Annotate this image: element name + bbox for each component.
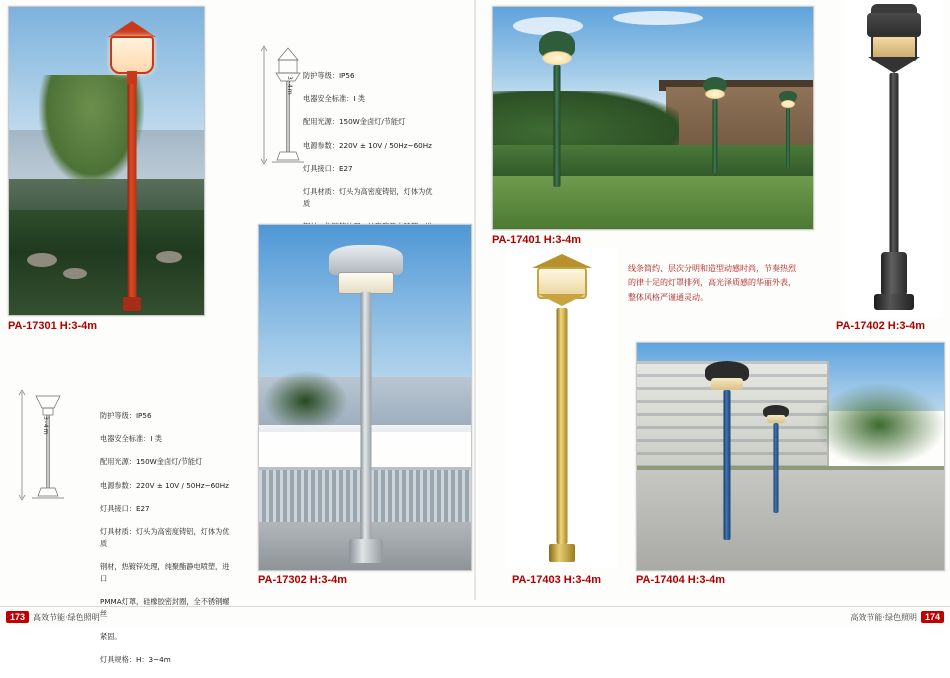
lamp-base xyxy=(549,544,575,562)
page-number-right: 174 xyxy=(921,611,944,623)
spec-line: 电源参数：220V ± 10V / 50Hz~60Hz xyxy=(100,480,229,490)
photo-rock xyxy=(63,268,87,279)
lamp-glass xyxy=(338,272,394,294)
marketing-line: 整体风格严谨通灵动。 xyxy=(628,292,708,302)
spec-line: 灯具接口：E27 xyxy=(303,163,353,173)
lamp-pole xyxy=(774,423,779,513)
lamp-base xyxy=(881,252,907,296)
lamp-base xyxy=(123,297,141,311)
spec-line: 灯具接口：E27 xyxy=(100,503,150,513)
lamp-cap xyxy=(108,21,156,37)
lamp-pole xyxy=(786,108,790,168)
lamp-shade xyxy=(867,13,921,37)
lamp-pole xyxy=(557,308,568,544)
caption-pa-17401: PA-17401 H:3-4m xyxy=(492,234,582,246)
page-gutter xyxy=(474,0,476,600)
lamp-neck xyxy=(127,71,137,85)
footer-text-left: 高效节能·绿色照明 xyxy=(33,612,100,622)
lamp-skirt xyxy=(868,57,920,73)
caption-pa-17301: PA-17301 H:3-4m xyxy=(8,320,98,332)
lamp-foot xyxy=(874,294,914,310)
lamp-post-green-front xyxy=(539,31,575,187)
footer-divider xyxy=(0,606,950,607)
spec-line: 配用光源：150W金卤灯/节能灯 xyxy=(100,457,203,467)
page-number-left: 173 xyxy=(6,611,29,623)
footer-left xyxy=(6,611,100,623)
lamp-post-green-mid xyxy=(703,77,727,173)
spec-block-bottom xyxy=(100,398,230,678)
lamp-cap xyxy=(532,254,592,268)
lamp-post-black xyxy=(861,4,927,310)
caption-pa-17402: PA-17402 H:3-4m xyxy=(836,320,926,332)
footer-right xyxy=(850,611,944,623)
lamp-glass xyxy=(767,415,785,423)
spec-line: 防护等级：IP56 xyxy=(303,70,355,80)
caption-pa-17403: PA-17403 H:3-4m xyxy=(512,574,602,586)
photo-rock xyxy=(27,253,57,267)
footer-text-right: 高效节能·绿色照明 xyxy=(850,612,917,622)
lamp-post-grey xyxy=(321,245,411,563)
lamp-shade xyxy=(329,245,403,275)
product-photo-pa-17403 xyxy=(505,248,617,568)
lamp-glass xyxy=(781,100,795,108)
product-photo-pa-17301 xyxy=(8,6,205,316)
lamp-post-blue-far xyxy=(763,405,789,515)
lamp-post-blue-front xyxy=(705,361,749,541)
lamp-pole xyxy=(890,73,899,263)
dimension-label-top: 3-4m xyxy=(286,76,293,96)
technical-drawing-bottom xyxy=(14,378,84,508)
marketing-line: 的律十足的灯罩排列，高光泽质感的华丽外表， xyxy=(628,278,796,288)
spec-line: 灯具材质：灯头为高密度铸铝，灯体为优质 xyxy=(303,187,433,208)
lamp-glass xyxy=(711,378,743,390)
lamp-glass xyxy=(705,89,725,99)
lamp-pole xyxy=(128,84,137,306)
spec-line: 防护等级：IP56 xyxy=(100,410,152,420)
product-photo-pa-17404 xyxy=(636,342,945,571)
lamp-post-green-far xyxy=(779,91,797,169)
lamp-glass xyxy=(542,51,572,65)
lamp-base xyxy=(349,539,383,563)
marketing-description xyxy=(628,262,828,305)
product-photo-pa-17401 xyxy=(492,6,814,230)
spec-line: 灯具材质：灯头为高密度铸铝，灯体为优质 xyxy=(100,527,230,548)
marketing-line: 线条简约、层次分明和造型动感时尚，节奏热烈 xyxy=(628,264,796,273)
lamp-post-red xyxy=(97,21,167,311)
spec-line: 配用光源：150W金卤灯/节能灯 xyxy=(303,117,406,127)
spec-line: 电器安全标准：I 类 xyxy=(100,433,162,443)
lamp-pole xyxy=(724,390,731,540)
product-photo-pa-17402 xyxy=(845,0,943,318)
lamp-skirt xyxy=(538,294,586,306)
photo-trees xyxy=(815,384,944,466)
lamp-glass xyxy=(110,36,154,74)
caption-pa-17404: PA-17404 H:3-4m xyxy=(636,574,726,586)
spec-line: 灯具规格：H：3~4m xyxy=(100,655,171,665)
product-photo-pa-17302 xyxy=(258,224,472,571)
spec-line: 电源参数：220V ± 10V / 50Hz~60Hz xyxy=(303,140,432,150)
spec-line: 电器安全标准：I 类 xyxy=(303,93,365,103)
spec-line: PMMA灯罩，硅橡胶密封圈，全不锈钢螺丝 xyxy=(100,597,230,618)
photo-cloud xyxy=(613,11,703,25)
spec-line: 钢材，热镀锌处理，纯聚酯静电喷塑，进口 xyxy=(100,562,230,583)
lamp-pole xyxy=(361,292,372,542)
caption-pa-17302: PA-17302 H:3-4m xyxy=(258,574,348,586)
spec-line: 紧固。 xyxy=(100,632,122,642)
lamp-pole xyxy=(713,99,718,173)
lamp-pole xyxy=(554,65,561,187)
dimension-label-bottom: 3-4m xyxy=(42,416,49,436)
lamp-post-gold xyxy=(527,254,597,562)
photo-road xyxy=(637,470,944,570)
